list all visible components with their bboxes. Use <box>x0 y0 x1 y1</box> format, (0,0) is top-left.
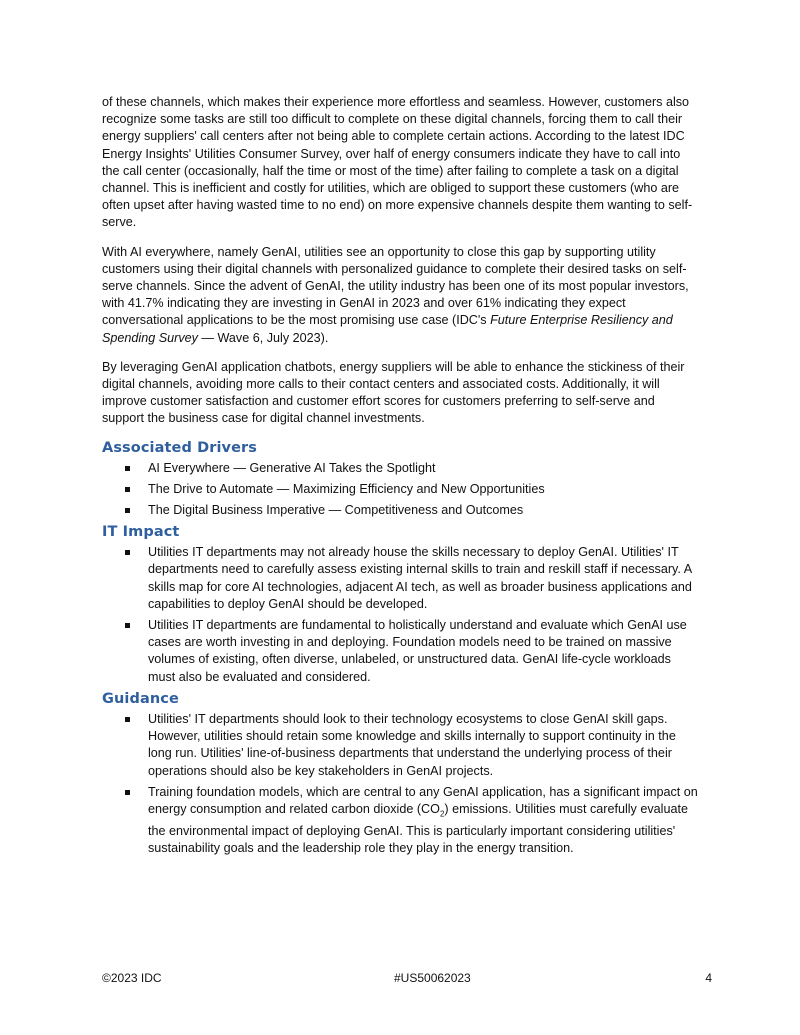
list-item <box>102 784 700 857</box>
list-item <box>102 460 700 477</box>
document-body <box>102 94 700 861</box>
paragraph-ai-everywhere <box>102 244 700 347</box>
guidance-list <box>102 711 700 857</box>
list-item-text: Training foundation models, which are central to any GenAI application, has a significant impact on energy consumption and related carbon dioxide (CO <box>148 784 698 816</box>
list-item-text: The Digital Business Imperative — Competitiveness and Outcomes <box>148 503 524 518</box>
bullet-icon <box>125 790 130 795</box>
list-item-text: Utilities IT departments may not already house the skills necessary to deploy GenAI. Utilities' IT departments need to carefully assess existing internal skills to train and reskill staff if necessary. A skills map for core AI technologies, adjacent AI tech, as well as broader business applications and capabilities to deploy GenAI should be developed. <box>148 545 692 611</box>
it-impact-list <box>102 544 700 686</box>
bullet-icon <box>125 717 130 722</box>
section-heading-associated-drivers: Associated Drivers <box>102 439 258 456</box>
list-item-text: The Drive to Automate — Maximizing Efficiency and New Opportunities <box>148 481 545 496</box>
section-heading-it-impact: IT Impact <box>102 524 180 541</box>
subscript-two: 2 <box>439 809 445 819</box>
list-item <box>102 617 700 686</box>
bullet-icon <box>125 466 130 471</box>
bullet-icon <box>125 487 130 492</box>
bullet-icon <box>125 508 130 513</box>
survey-title: Future Enterprise Resiliency and Spending Survey <box>102 313 673 345</box>
section-heading-guidance: Guidance <box>102 690 179 707</box>
list-item-text: ) emissions. Utilities must carefully evaluate the environmental impact of deploying GenAI. This is particularly important considering utilities' sustainability goals and the leadership role they play in the energy transition. <box>148 801 688 855</box>
list-item <box>102 544 700 613</box>
list-item-text: Utilities' IT departments should look to their technology ecosystems to close GenAI skill gaps. However, utilities should retain some knowledge and skills internally to support continuity in the long run. Utilities' line-of-business departments that understand the underlying process of their operations should also be key stakeholders in GenAI projects. <box>148 711 676 778</box>
footer-document-id: #US50062023 <box>394 971 471 985</box>
paragraph-digital-channels: of these channels, which makes their experience more effortless and seamless. However, customers also recognize some tasks are still too difficult to complete on these digital channels, forcing them to call their energy suppliers' call centers after not being able to complete certain actions. According to the latest IDC Energy Insights' Utilities Consumer Survey, over half of energy consumers indicate they have to call into the call center (occasionally, half the time or most of the time) after failing to complete a task on a digital channel. This is inefficient and costly for utilities, which are obliged to support these customers (who are often upset after having wasted time to no end) on more expensive channels despite them wanting to self-serve. <box>102 95 693 230</box>
list-item-text: AI Everywhere — Generative AI Takes the Spotlight <box>148 460 436 475</box>
footer-copyright: ©2023 IDC <box>102 971 162 985</box>
list-item-text: Utilities IT departments are fundamental to holistically understand and evaluate which GenAI use cases are worth investing in and deploying. Foundation models need to be trained on massive volumes of existing, often diverse, unlabeled, or unstructured data. GenAI life-cycle workloads must also be evaluated and considered. <box>148 618 687 684</box>
bullet-icon <box>125 550 130 555</box>
bullet-icon <box>125 623 130 628</box>
paragraph-text: — Wave 6, July 2023). <box>197 330 329 345</box>
footer-page-number: 4 <box>705 971 712 985</box>
list-item <box>102 711 700 780</box>
drivers-list <box>102 460 700 520</box>
paragraph-text: With AI everywhere, namely GenAI, utilities see an opportunity to close this gap by supporting utility customers using their digital channels with personalized guidance to complete their desired tasks on self-serve channels. Since the advent of GenAI, the utility industry has been one of its most popular investors, with 41.7% indicating they are investing in GenAI in 2023 and over 61% indicating they expect conversational applications to be the most promising use case (IDC's <box>102 244 689 328</box>
paragraph-chatbots: By leveraging GenAI application chatbots, energy suppliers will be able to enhance the stickiness of their digital channels, avoiding more calls to their contact centers and associated costs. Additionally, it will improve customer satisfaction and customer effort scores for customers preferring to self-serve and support the business case for digital channel investments. <box>102 359 685 426</box>
list-item <box>102 481 700 498</box>
list-item <box>102 502 700 519</box>
page-footer <box>102 971 712 987</box>
